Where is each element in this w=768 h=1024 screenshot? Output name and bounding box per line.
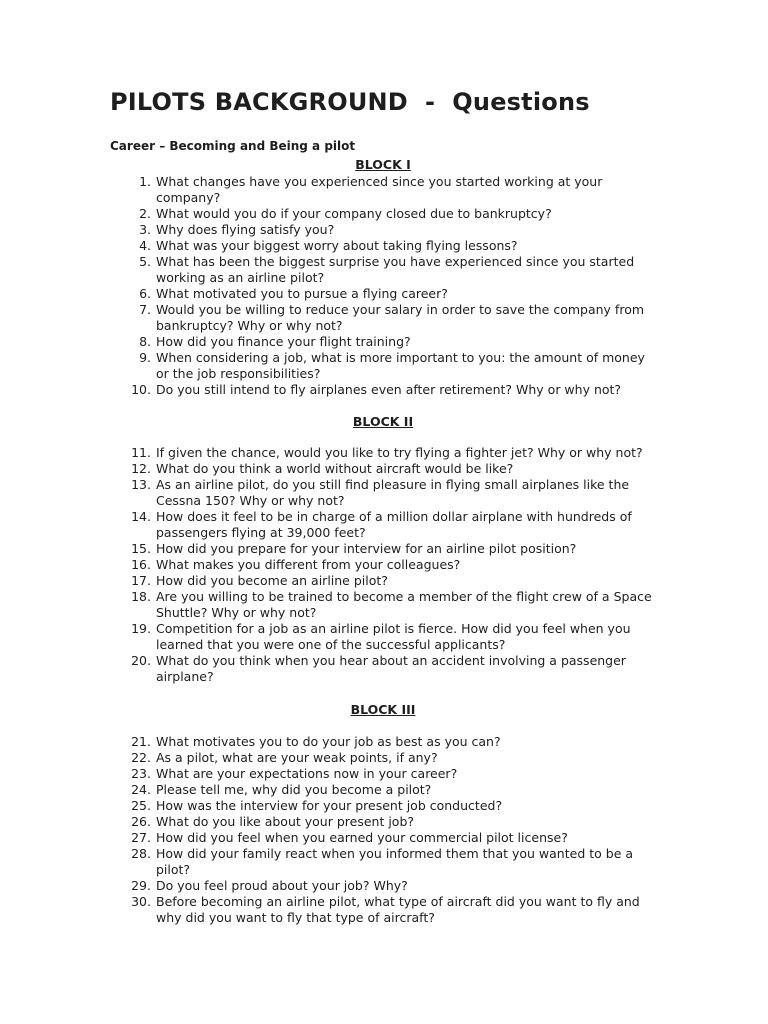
question-number: 10.: [131, 382, 151, 397]
question-text: What motivated you to pursue a flying career?: [156, 286, 448, 301]
question-number: 24.: [131, 782, 151, 797]
question-text: What are your expectations now in your career?: [156, 766, 458, 781]
question-item: [110, 238, 656, 254]
question-number: 17.: [131, 573, 151, 588]
question-item: [110, 846, 656, 878]
question-text: What do you think when you hear about an accident involving a passenger airplane?: [156, 653, 626, 684]
question-number: 4.: [139, 238, 151, 253]
question-number: 14.: [131, 509, 151, 524]
block-3-heading: BLOCK III: [350, 702, 416, 717]
question-number: 9.: [139, 350, 151, 365]
question-item: [110, 350, 656, 382]
question-text: Are you willing to be trained to become a member of the flight crew of a Space Shuttle? Why or why not?: [156, 589, 652, 620]
question-text: What changes have you experienced since you started working at your company?: [156, 174, 603, 205]
question-item: [110, 541, 656, 557]
question-text: Please tell me, why did you become a pilot?: [156, 782, 432, 797]
question-text: As a pilot, what are your weak points, if any?: [156, 750, 438, 765]
question-text: How did you prepare for your interview for an airline pilot position?: [156, 541, 577, 556]
question-item: [110, 461, 656, 477]
question-text: Competition for a job as an airline pilot is fierce. How did you feel when you learned that you were one of the successful applicants?: [156, 621, 631, 652]
question-item: [110, 814, 656, 830]
block-1-heading: BLOCK I: [355, 157, 411, 172]
question-number: 16.: [131, 557, 151, 572]
question-number: 3.: [139, 222, 151, 237]
question-item: [110, 653, 656, 685]
question-number: 13.: [131, 477, 151, 492]
question-text: What would you do if your company closed due to bankruptcy?: [156, 206, 552, 221]
question-item: [110, 302, 656, 334]
question-item: [110, 477, 656, 509]
question-number: 12.: [131, 461, 151, 476]
question-text: Do you feel proud about your job? Why?: [156, 878, 408, 893]
question-number: 29.: [131, 878, 151, 893]
question-number: 15.: [131, 541, 151, 556]
question-text: How did your family react when you informed them that you wanted to be a pilot?: [156, 846, 634, 877]
question-number: 8.: [139, 334, 151, 349]
question-number: 22.: [131, 750, 151, 765]
question-text: Would you be willing to reduce your salary in order to save the company from bankruptcy? Why or why not?: [156, 302, 645, 333]
question-number: 26.: [131, 814, 151, 829]
question-item: [110, 734, 656, 750]
question-number: 18.: [131, 589, 151, 604]
question-text: If given the chance, would you like to try flying a fighter jet? Why or why not?: [156, 445, 643, 460]
section-heading: Career – Becoming and Being a pilot: [110, 139, 356, 153]
question-text: What motivates you to do your job as best as you can?: [156, 734, 501, 749]
question-item: [110, 557, 656, 573]
question-item: [110, 589, 656, 621]
question-number: 30.: [131, 894, 151, 909]
question-item: [110, 206, 656, 222]
block-3-question-list: [110, 734, 656, 926]
question-number: 6.: [139, 286, 151, 301]
question-text: Before becoming an airline pilot, what type of aircraft did you want to fly and why did you want to fly that type of aircraft?: [156, 894, 640, 925]
question-item: [110, 621, 656, 653]
question-number: 23.: [131, 766, 151, 781]
question-number: 21.: [131, 734, 151, 749]
question-text: What was your biggest worry about taking flying lessons?: [156, 238, 518, 253]
question-text: What has been the biggest surprise you have experienced since you started working as an airline pilot?: [156, 254, 635, 285]
question-item: [110, 334, 656, 350]
question-text: What do you like about your present job?: [156, 814, 415, 829]
question-text: How did you feel when you earned your commercial pilot license?: [156, 830, 568, 845]
question-number: 27.: [131, 830, 151, 845]
question-item: [110, 509, 656, 541]
question-number: 28.: [131, 846, 151, 861]
question-item: [110, 894, 656, 926]
question-text: How did you finance your flight training?: [156, 334, 411, 349]
question-number: 2.: [139, 206, 151, 221]
page-title: PILOTS BACKGROUND - Questions: [110, 88, 590, 116]
question-item: [110, 222, 656, 238]
question-text: As an airline pilot, do you still find pleasure in flying small airplanes like the Cessna 150? Why or why not?: [156, 477, 630, 508]
block-2-heading: BLOCK II: [352, 414, 414, 429]
question-item: [110, 382, 656, 398]
question-number: 11.: [131, 445, 151, 460]
question-item: [110, 830, 656, 846]
question-text: How did you become an airline pilot?: [156, 573, 388, 588]
question-item: [110, 878, 656, 894]
question-item: [110, 254, 656, 286]
question-item: [110, 750, 656, 766]
question-text: Why does flying satisfy you?: [156, 222, 335, 237]
question-item: [110, 286, 656, 302]
question-number: 25.: [131, 798, 151, 813]
question-text: When considering a job, what is more important to you: the amount of money or the job responsibilities?: [156, 350, 645, 381]
question-item: [110, 766, 656, 782]
question-text: Do you still intend to fly airplanes even after retirement? Why or why not?: [156, 382, 622, 397]
question-item: [110, 445, 656, 461]
question-text: How was the interview for your present job conducted?: [156, 798, 503, 813]
question-number: 7.: [139, 302, 151, 317]
question-text: What makes you different from your colleagues?: [156, 557, 461, 572]
question-item: [110, 782, 656, 798]
question-number: 5.: [139, 254, 151, 269]
question-item: [110, 798, 656, 814]
question-number: 20.: [131, 653, 151, 668]
block-1-question-list: [110, 174, 656, 398]
question-number: 19.: [131, 621, 151, 636]
question-item: [110, 174, 656, 206]
block-2-question-list: [110, 445, 656, 685]
question-text: What do you think a world without aircraft would be like?: [156, 461, 514, 476]
question-text: How does it feel to be in charge of a million dollar airplane with hundreds of passengers flying at 39,000 feet?: [156, 509, 632, 540]
question-number: 1.: [139, 174, 151, 189]
question-item: [110, 573, 656, 589]
